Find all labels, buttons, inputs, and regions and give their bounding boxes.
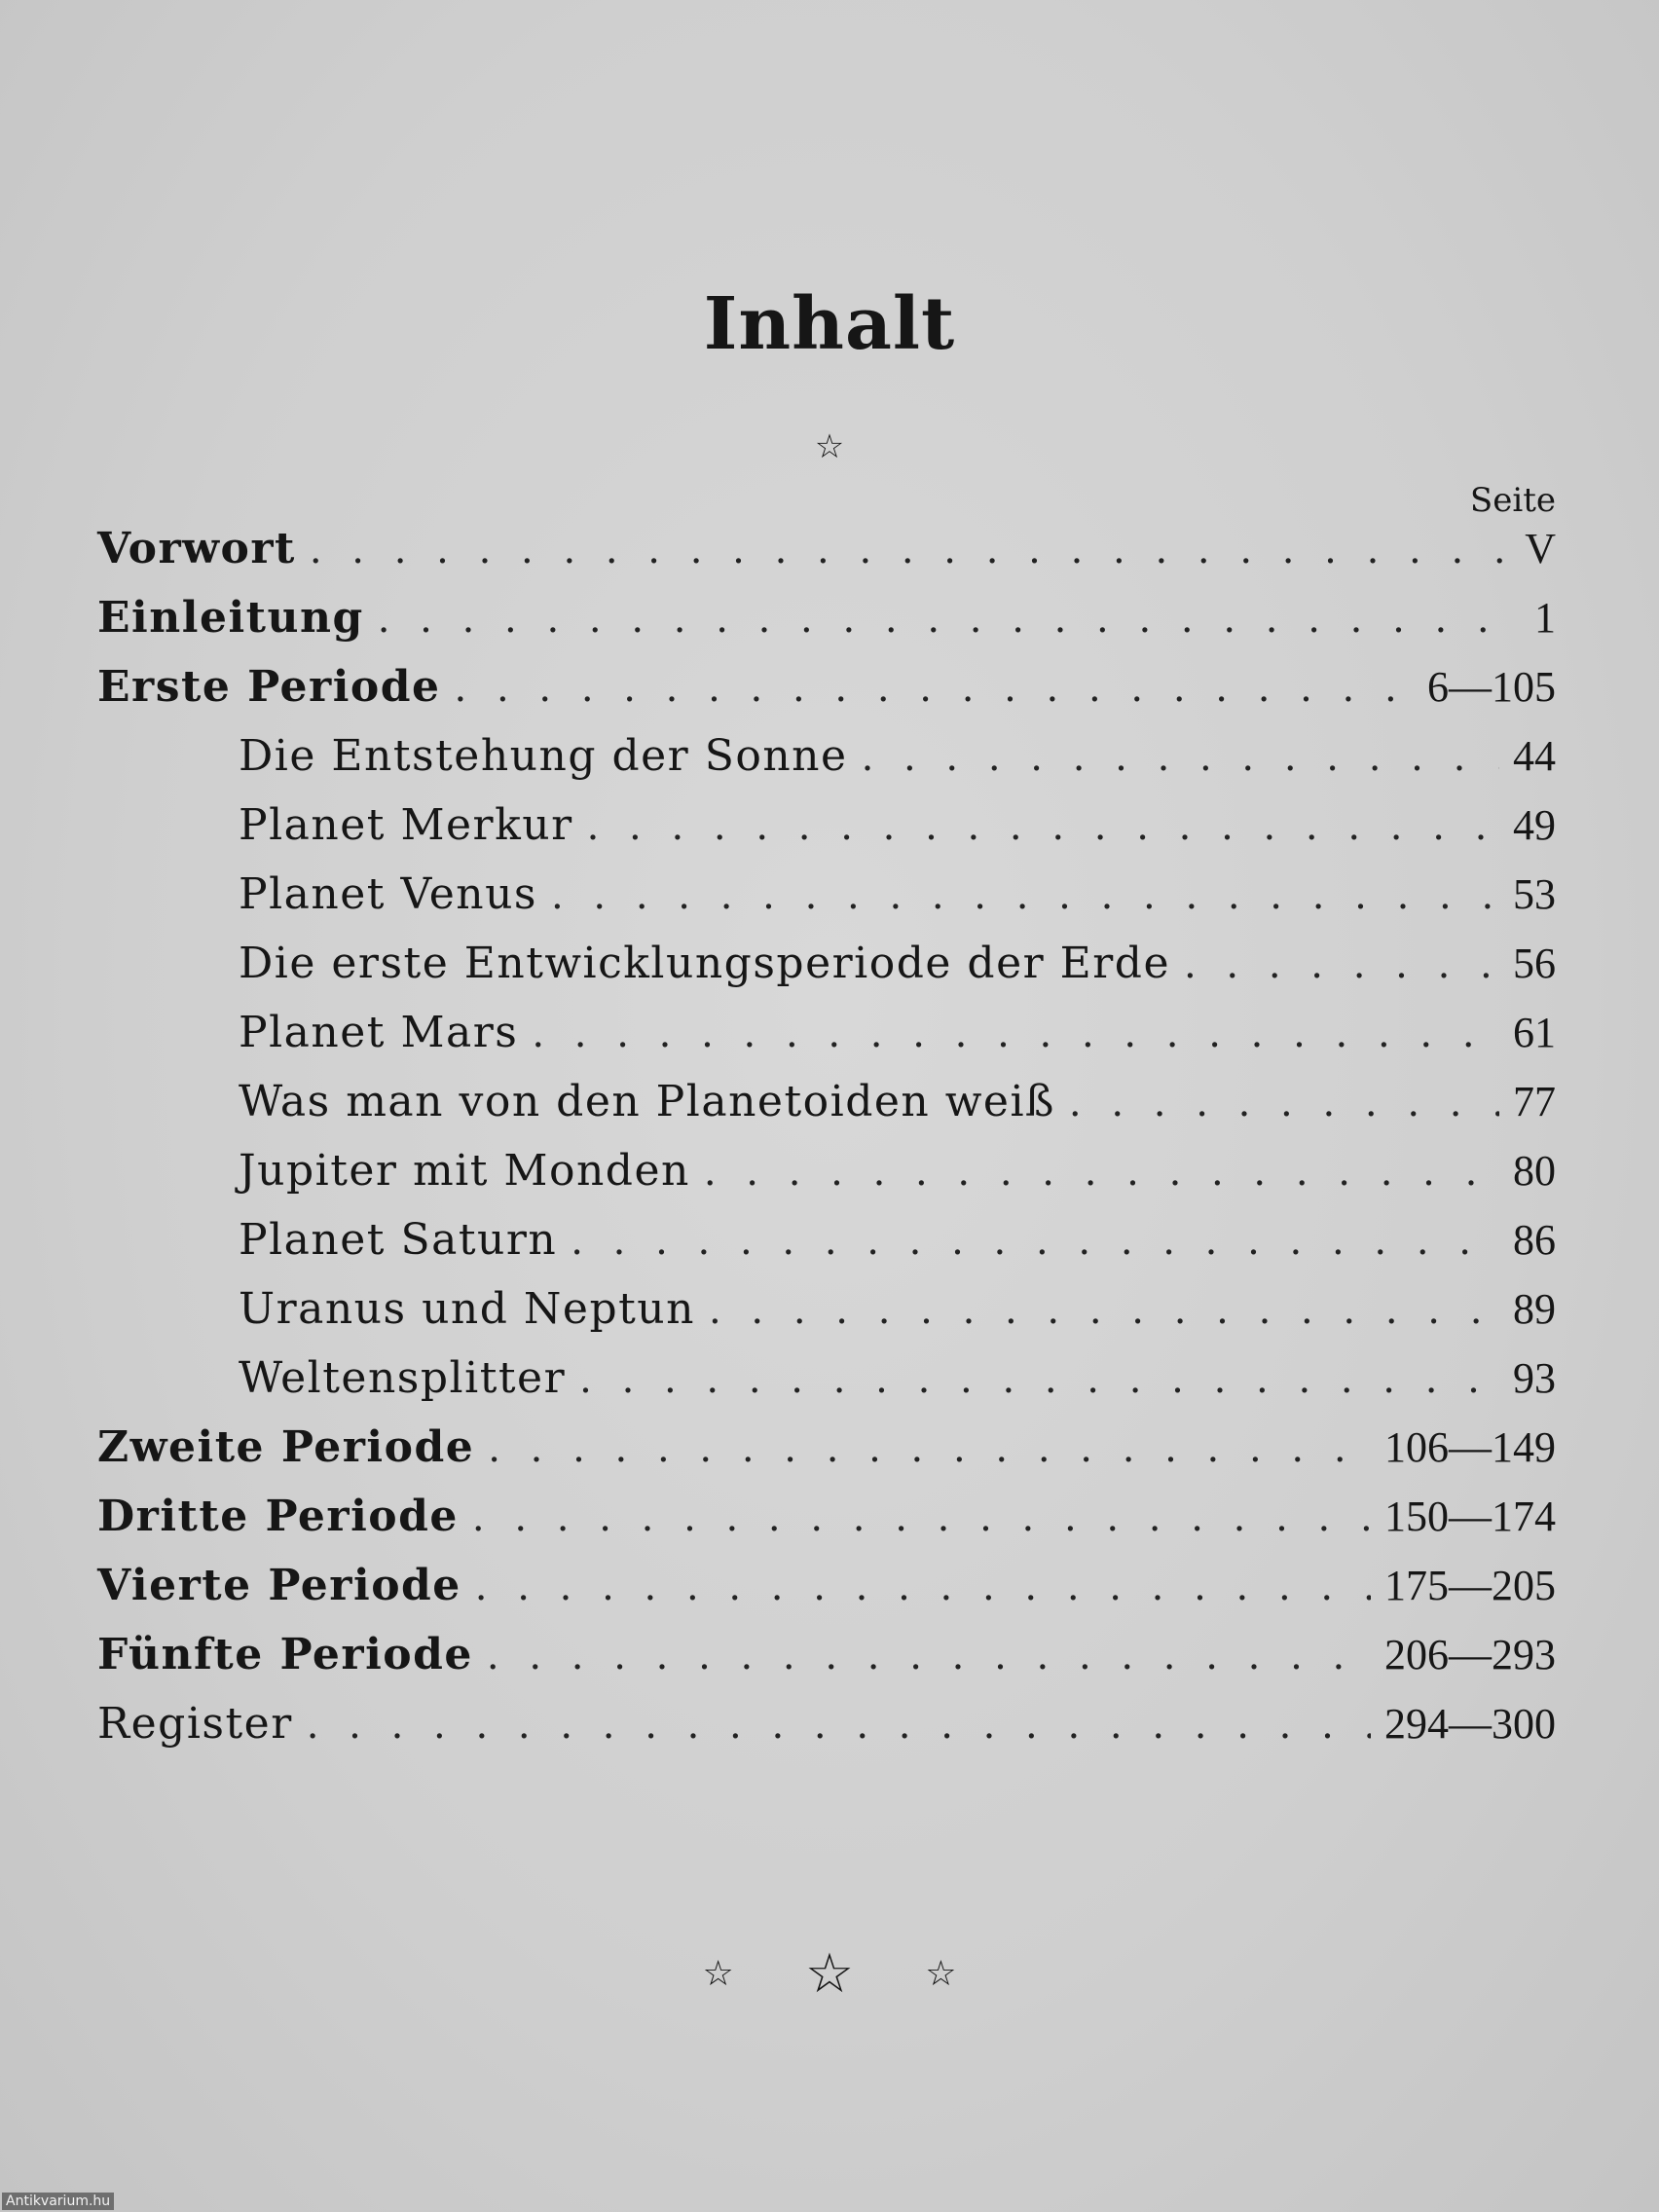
toc-entry: [97, 583, 1556, 652]
toc-entry: [97, 652, 1556, 721]
toc-entry-label: Register: [97, 1699, 293, 1749]
toc-entry: [97, 1551, 1556, 1620]
toc-subentry: [97, 791, 1556, 860]
toc-entry-label: Fünfte Periode: [97, 1630, 473, 1679]
dot-leader: [587, 793, 1499, 862]
toc-entry-label: Die Entstehung der Sonne: [239, 731, 848, 781]
toc-subentry: [97, 1274, 1556, 1344]
toc-entry-page: 56: [1513, 940, 1556, 987]
toc-entry: [97, 1620, 1556, 1689]
page-title: Inhalt: [703, 282, 956, 366]
toc-entry-label: Vorwort: [97, 524, 296, 573]
dot-leader: [1069, 1069, 1499, 1138]
dot-leader: [571, 1207, 1499, 1276]
toc-entry-label: Einleitung: [97, 593, 364, 643]
dot-leader: [551, 862, 1499, 931]
page-column-header: Seite: [1469, 481, 1556, 520]
toc-entry-label: Weltensplitter: [239, 1353, 567, 1403]
toc-entry-label: Planet Merkur: [239, 800, 573, 850]
toc-entry-page: 294—300: [1384, 1700, 1556, 1748]
toc-entry-page: 6—105: [1427, 663, 1556, 711]
toc-entry: [97, 1413, 1556, 1482]
toc-entry: [97, 1482, 1556, 1551]
toc-entry-page: 61: [1513, 1009, 1556, 1056]
toc-entry-label: Planet Venus: [239, 869, 537, 919]
toc-subentry: [97, 1067, 1556, 1136]
watermark: Antikvarium.hu: [2, 2193, 114, 2210]
toc-subentry: [97, 929, 1556, 998]
toc-subentry: [97, 1344, 1556, 1413]
dot-leader: [378, 585, 1521, 654]
star-ornament-icon: ☆: [814, 427, 845, 466]
dot-leader: [579, 1346, 1499, 1415]
toc-entry: [97, 514, 1556, 583]
star-icon: ☆: [804, 1942, 855, 2006]
toc-entry: [97, 1689, 1556, 1758]
toc-entry-label: Dritte Periode: [97, 1492, 459, 1541]
toc-entry-page: 77: [1513, 1078, 1556, 1125]
toc-entry-label: Planet Mars: [239, 1008, 519, 1057]
toc-entry-label: Die erste Entwicklungsperiode der Erde: [239, 939, 1170, 988]
toc-entry-page: 86: [1513, 1216, 1556, 1264]
toc-entry-label: Jupiter mit Monden: [239, 1146, 690, 1196]
dot-leader: [704, 1138, 1499, 1207]
toc-entry-label: Uranus und Neptun: [239, 1284, 695, 1334]
toc-entry-page: 89: [1513, 1285, 1556, 1333]
dot-leader: [709, 1276, 1499, 1346]
toc-subentry: [97, 998, 1556, 1067]
toc-entry-label: Planet Saturn: [239, 1215, 558, 1265]
dot-leader: [475, 1553, 1371, 1622]
toc-entry-page: 150—174: [1384, 1493, 1556, 1540]
dot-leader: [307, 1691, 1371, 1760]
dot-leader: [1184, 931, 1499, 1000]
toc-subentry: [97, 860, 1556, 929]
toc-subentry: [97, 1136, 1556, 1205]
toc-entry-label: Was man von den Planetoiden weiß: [239, 1077, 1055, 1126]
toc-entry-page: 93: [1513, 1354, 1556, 1402]
dot-leader: [532, 1000, 1499, 1069]
toc-entry-page: 1: [1534, 594, 1556, 642]
star-icon: ☆: [702, 1954, 734, 1994]
star-icon: ☆: [925, 1954, 957, 1994]
toc-entry-page: 49: [1513, 801, 1556, 849]
bottom-ornament: [0, 1942, 1659, 2006]
toc-entry-page: V: [1525, 525, 1556, 572]
toc-entry-label: Zweite Periode: [97, 1422, 475, 1472]
toc-entry-page: 44: [1513, 732, 1556, 780]
toc-subentry: [97, 721, 1556, 791]
dot-leader: [472, 1484, 1371, 1553]
toc-entry-page: 175—205: [1384, 1562, 1556, 1609]
toc-entry-page: 53: [1513, 870, 1556, 918]
dot-leader: [488, 1415, 1371, 1484]
dot-leader: [487, 1622, 1371, 1691]
table-of-contents: [97, 514, 1556, 1758]
toc-entry-page: 80: [1513, 1147, 1556, 1195]
toc-entry-page: 206—293: [1384, 1631, 1556, 1678]
toc-subentry: [97, 1205, 1556, 1274]
dot-leader: [310, 516, 1511, 585]
dot-leader: [455, 654, 1414, 723]
toc-entry-label: Erste Periode: [97, 662, 441, 712]
dot-leader: [862, 723, 1499, 793]
toc-entry-page: 106—149: [1384, 1423, 1556, 1471]
toc-entry-label: Vierte Periode: [97, 1561, 461, 1610]
